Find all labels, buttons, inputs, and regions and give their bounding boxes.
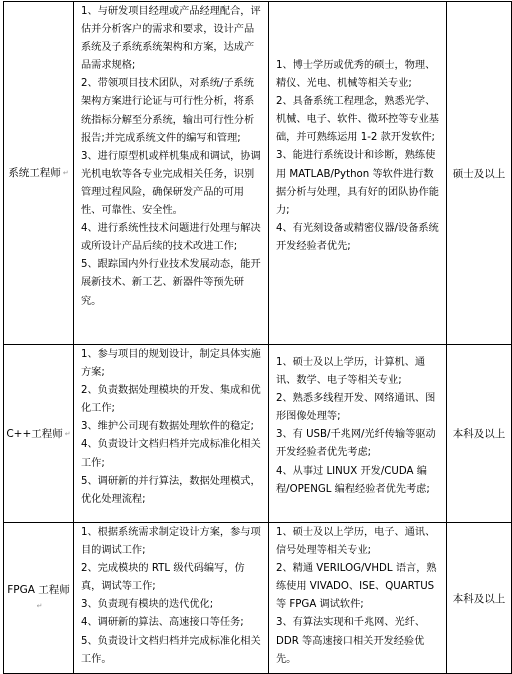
education-value: 本科及以上 bbox=[452, 592, 506, 605]
requirement-item: 3、有算法实现和千兆网、光纤、DDR 等高速接口相关开发经验优先。 bbox=[276, 617, 426, 665]
requirement-item: 1、硕士及以上学历，计算机、通讯、数学、电子等相关专业; bbox=[276, 357, 426, 387]
responsibility-item: 4、调研新的算法、高速接口等任务; bbox=[81, 617, 244, 629]
job-requirements-table bbox=[3, 1, 512, 674]
requirement-item: 2、具备系统工程理念，熟悉光学、机械、电子、软件、微环控等专业基础，并可熟练运用 1-2 款开发软件; bbox=[276, 96, 439, 144]
position-name: C++工程师 bbox=[6, 427, 63, 440]
responsibility-item: 5、负责设计文档归档并完成标准化相关工作。 bbox=[81, 635, 261, 665]
paragraph-mark-icon: ↵ bbox=[64, 429, 71, 438]
responsibility-item: 2、负责数据处理模块的开发、集成和优化工作; bbox=[81, 385, 261, 415]
responsibility-item: 1、与研发项目经理或产品经理配合，评估并分析客户的需求和要求，设计产品系统及子系统系统架构和方案，达成产品需求规格; bbox=[81, 6, 261, 72]
requirement-item: 2、精通 VERILOG/VHDL 语言，熟练使用 VIVADO、ISE、QUARTUS 等 FPGA 调试软件; bbox=[276, 563, 437, 611]
responsibility-item: 3、负责现有模块的迭代优化; bbox=[81, 599, 214, 611]
responsibility-item: 2、带领项目技术团队，对系统/子系统架构方案进行论证与可行性分析，将系统指标分解至分系统，输出可行性分析报告;并完成系统文件的编写和管理; bbox=[81, 78, 255, 144]
position-cell bbox=[4, 345, 74, 523]
paragraph-mark-icon: ↵ bbox=[36, 602, 43, 610]
education-value: 硕士及以上 bbox=[452, 167, 506, 180]
table-row bbox=[4, 2, 512, 345]
cell-top-spacer bbox=[276, 3, 442, 57]
requirement-item: 3、能进行系统设计和诊断，熟练使用 MATLAB/Python 等软件进行数据分析与处理，具有好的团队协作能力; bbox=[276, 150, 439, 216]
requirements-cell bbox=[269, 345, 447, 523]
responsibility-item: 3、维护公司现有数据处理软件的稳定; bbox=[81, 421, 254, 433]
responsibility-item: 1、根据系统需求制定设计方案，参与项目的调试工作; bbox=[81, 527, 261, 557]
responsibility-item: 5、跟踪国内外行业技术发展动态，能开展新技术、新工艺、新器件等预先研究。 bbox=[81, 259, 261, 307]
responsibility-item: 5、调研新的并行算法，数据处理模式，优化处理流程; bbox=[81, 475, 261, 505]
responsibility-item: 2、完成模块的 RTL 级代码编写，仿真，调试等工作; bbox=[81, 563, 245, 593]
position-cell bbox=[4, 2, 74, 345]
requirement-item: 2、熟悉多线程开发、网络通讯、图形图像处理等; bbox=[276, 393, 436, 423]
cell-top-spacer bbox=[276, 346, 442, 354]
paragraph-mark-icon: ↵ bbox=[62, 169, 69, 177]
table-row bbox=[4, 345, 512, 523]
requirements-cell bbox=[269, 2, 447, 345]
requirement-item: 1、博士学历或优秀的硕士，物理、精仪、光电、机械等相关专业; bbox=[276, 60, 436, 90]
education-cell bbox=[447, 2, 512, 345]
requirement-item: 4、有光刻设备或精密仪器/设备系统开发经验者优先; bbox=[276, 222, 439, 252]
requirement-item: 3、有 USB/千兆网/光纤传输等驱动开发经验者优先考虑; bbox=[276, 429, 436, 459]
position-name: FPGA 工程师 bbox=[7, 584, 70, 596]
responsibility-item: 4、负责设计文档归档并完成标准化相关工作; bbox=[81, 439, 261, 469]
responsibility-item: 3、进行原型机或样机集成和调试，协调光机电软等各专业完成相关任务，识别管理过程风险，确保研发产品的可用性、可靠性、安全性。 bbox=[81, 150, 261, 217]
position-cell bbox=[4, 523, 74, 674]
responsibilities-cell bbox=[74, 2, 269, 345]
requirement-item: 4、从事过 LINUX 开发/CUDA 编程/OPENGL 编程经验者优先考虑; bbox=[276, 465, 430, 495]
requirements-cell bbox=[269, 523, 447, 674]
education-value: 本科及以上 bbox=[452, 428, 506, 440]
responsibility-item: 1、参与项目的规划设计，制定具体实施方案; bbox=[81, 349, 261, 379]
responsibilities-cell bbox=[74, 523, 269, 674]
table-row bbox=[4, 523, 512, 674]
requirement-item: 1、硕士及以上学历，电子、通讯、信号处理等相关专业; bbox=[276, 527, 436, 557]
responsibility-item: 4、进行系统性技术问题进行处理与解决或所设计产品后续的技术改进工作; bbox=[81, 223, 261, 253]
education-cell bbox=[447, 345, 512, 523]
position-name: 系统工程师 bbox=[8, 167, 61, 179]
responsibilities-cell bbox=[74, 345, 269, 523]
education-cell bbox=[447, 523, 512, 674]
